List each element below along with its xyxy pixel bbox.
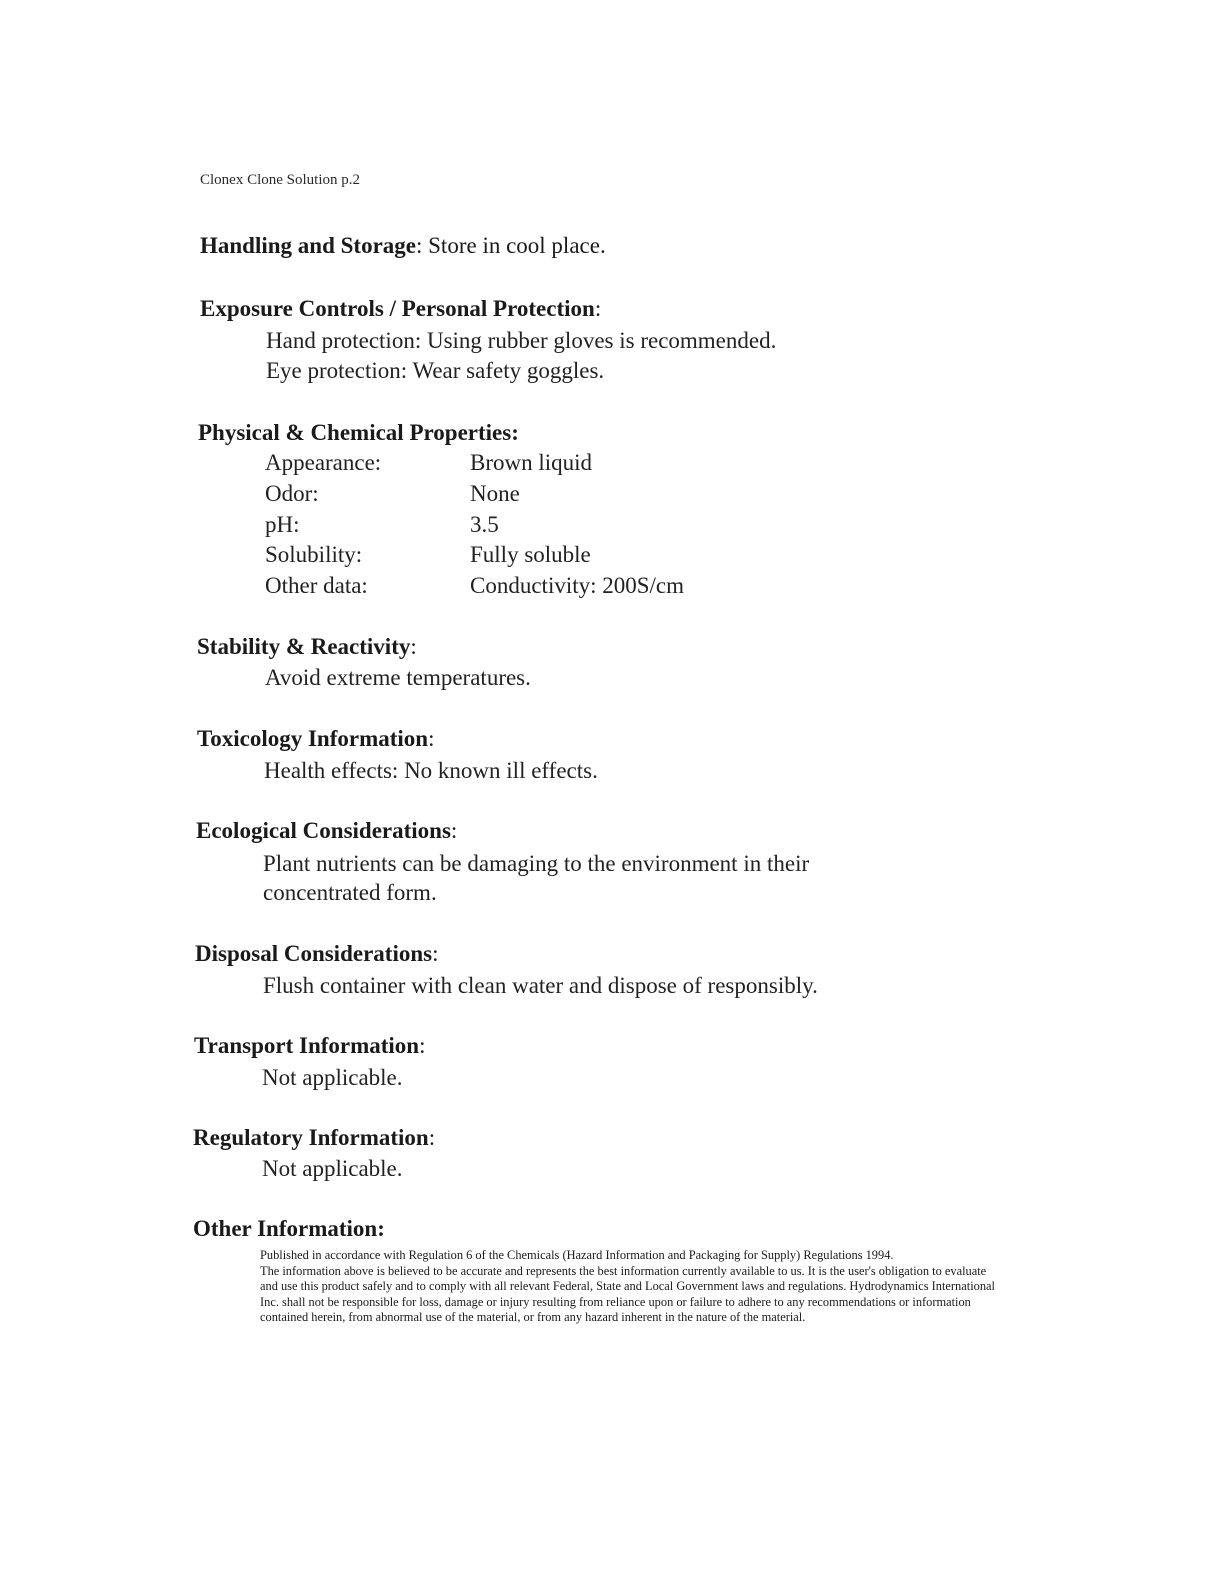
regulation-note: Published in accordance with Regulation 6 of the Chemicals (Hazard Information and Packaging for Supply) Regulations 1994. (260, 1248, 894, 1262)
ecological-heading (196, 818, 457, 844)
handling-inline-text: Store in cool place. (422, 233, 606, 258)
exposure-heading-label: Exposure Controls / Personal Protection (200, 296, 595, 321)
toxicology-heading-colon: : (428, 726, 435, 751)
exposure-heading-colon: : (594, 296, 602, 321)
transport-heading-colon: : (419, 1033, 426, 1058)
stability-line: Avoid extreme temperatures. (265, 665, 531, 690)
transport-heading-label: Transport Information (194, 1033, 420, 1058)
physical-heading (198, 420, 519, 446)
ecological-heading-label: Ecological Considerations (196, 818, 451, 843)
toxicology-line: Health effects: No known ill effects. (264, 758, 598, 783)
disposal-heading-colon: : (432, 941, 439, 966)
handling-heading-label: Handling and Storage (200, 233, 416, 258)
regulatory-heading (193, 1125, 435, 1151)
regulatory-heading-label: Regulatory Information (193, 1125, 429, 1150)
ecological-line: Plant nutrients can be damaging to the environment in their (263, 851, 810, 876)
ecological-heading-colon: : (450, 818, 458, 843)
other-heading-label: Other Information: (193, 1216, 385, 1241)
property-value: 3.5 (470, 512, 499, 537)
exposure-line: Eye protection: Wear safety goggles. (266, 358, 605, 383)
handling-heading (200, 233, 606, 259)
regulatory-heading-colon: : (428, 1125, 436, 1150)
ecological-line: concentrated form. (263, 880, 437, 905)
handling-heading-colon: : (416, 233, 423, 258)
transport-heading (194, 1033, 426, 1059)
stability-heading-colon: : (410, 634, 417, 659)
disposal-heading (195, 941, 438, 967)
stability-heading (197, 634, 417, 660)
other-heading (193, 1216, 385, 1242)
toxicology-heading-label: Toxicology Information (197, 726, 429, 751)
property-value: Conductivity: 200S/cm (470, 573, 685, 598)
disclaimer: The information above is believed to be accurate and represents the best information currently available to us. It is the user's obligation to evaluate and use this product safely and to comply with all relevant Federal, State and Local Government laws and regulations. Hydrodynamics International Inc. shall not be responsible for loss, damage or injury resulting from reliance upon or failure to adhere to any recommendations or information contained herein, from abnormal use of the material, or from any hazard inherent in the nature of the material. (260, 1263, 995, 1325)
property-name: pH: (265, 512, 300, 537)
regulatory-line: Not applicable. (262, 1156, 403, 1181)
physical-heading-label: Physical & Chemical Properties: (198, 420, 519, 445)
other-fine-print (260, 1248, 1005, 1326)
stability-heading-label: Stability & Reactivity (197, 634, 411, 659)
toxicology-heading (197, 726, 434, 752)
transport-line: Not applicable. (262, 1065, 403, 1090)
exposure-line: Hand protection: Using rubber gloves is recommended. (266, 328, 777, 353)
property-name: Solubility: (265, 542, 363, 567)
property-name: Appearance: (265, 450, 382, 475)
property-value: Brown liquid (470, 450, 593, 475)
property-name: Odor: (265, 481, 319, 506)
disposal-line: Flush container with clean water and dispose of responsibly. (263, 973, 818, 998)
exposure-heading (200, 296, 601, 322)
property-name: Other data: (265, 573, 368, 598)
property-value: Fully soluble (470, 542, 591, 567)
property-value: None (470, 481, 520, 506)
disposal-heading-label: Disposal Considerations (195, 941, 433, 966)
page-header: Clonex Clone Solution p.2 (200, 172, 361, 188)
